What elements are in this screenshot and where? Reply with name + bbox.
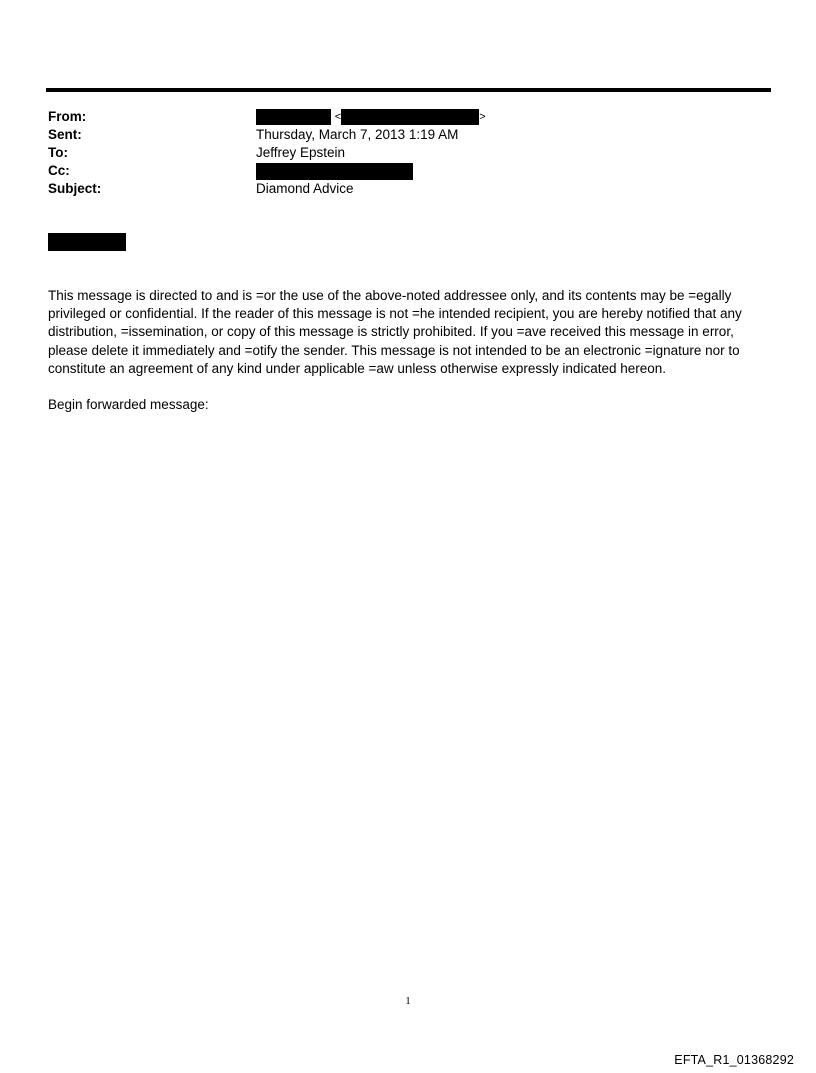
forwarded-message-label: Begin forwarded message: <box>48 397 209 412</box>
cc-row <box>48 162 748 180</box>
from-value <box>256 108 486 126</box>
top-rule <box>46 88 771 92</box>
sent-label: Sent: <box>48 127 82 142</box>
to-value: Jeffrey Epstein <box>256 145 346 160</box>
to-label: To: <box>48 145 68 160</box>
disclaimer-text: This message is directed to and is =or the use of the above-noted addressee only, and its contents may be =egally privileged or confidential. If the reader of this message is not =he intended recipient, you are hereby notified that any distribution, =issemination, or copy of this message is strictly prohibited. If you =ave received this message in error, please delete it immediately and =otify the sender. This message is not intended to be an electronic =ignature nor to constitute an agreement of any kind under applicable =aw unless otherwise expressly indicated hereon. <box>48 288 742 376</box>
subject-row <box>48 180 748 198</box>
from-row <box>48 108 748 126</box>
sent-row <box>48 126 748 144</box>
cc-redaction <box>256 163 413 180</box>
from-close-bracket: > <box>479 111 486 124</box>
cc-label: Cc: <box>48 163 70 178</box>
from-open-bracket: < <box>334 111 342 124</box>
subject-value: Diamond Advice <box>256 181 354 196</box>
to-row <box>48 144 748 162</box>
subject-label: Subject: <box>48 181 102 196</box>
signature-redaction <box>48 233 126 251</box>
from-email-redaction <box>341 109 479 125</box>
from-name-redaction <box>256 109 331 125</box>
page-number: 1 <box>405 995 411 1007</box>
cc-value <box>256 162 413 180</box>
document-id: EFTA_R1_01368292 <box>674 1053 794 1067</box>
sent-value: Thursday, March 7, 2013 1:19 AM <box>256 127 459 142</box>
from-label: From: <box>48 109 87 124</box>
email-header <box>48 108 748 198</box>
